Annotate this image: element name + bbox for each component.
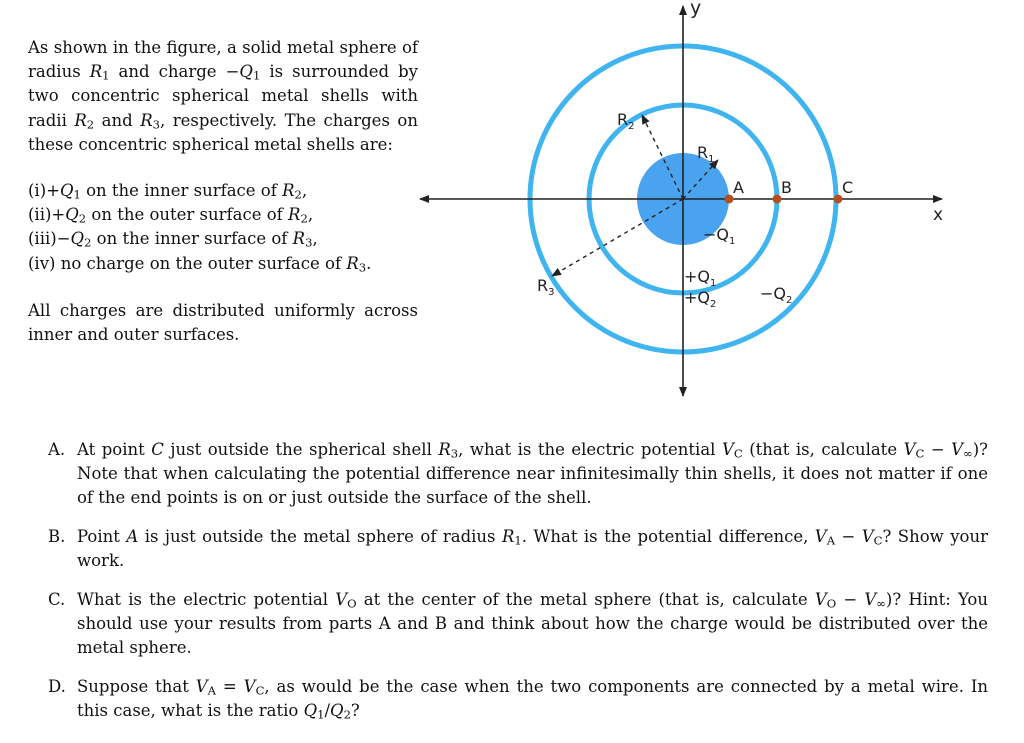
- text-run: /: [324, 701, 331, 720]
- math-subscript: O: [347, 596, 357, 611]
- text-run: just outside the spherical shell: [163, 440, 439, 459]
- question-c: [48, 588, 988, 660]
- text-run: )? Hint: You should use your results from parts A and B and think about how the charge would be distributed over the metal sphere.: [77, 590, 988, 657]
- intro-closing: All charges are distributed uniformly across inner and outer surfaces.: [28, 300, 418, 345]
- text-run: , as would be the case when the two components are connected by a metal wire. In this case, what is the ratio: [77, 677, 988, 720]
- question-letter: C.: [48, 590, 66, 609]
- radius-r2-label: $R_2$: [617, 110, 635, 132]
- question-text: [77, 525, 988, 573]
- text-run: Point: [77, 527, 127, 546]
- charge-label-minus-q2: $-Q_2$: [760, 284, 793, 306]
- charge-item: $(ii)+Q_2$ on the outer surface of $R_2$,: [28, 205, 314, 226]
- math-symbol: V: [903, 440, 916, 459]
- math-symbol: Q: [330, 701, 344, 720]
- math-symbol: V: [243, 677, 256, 696]
- charge-item: $(iii)-Q_2$ on the inner surface of $R_3$,: [28, 229, 318, 250]
- question-letter: B.: [48, 527, 66, 546]
- math-subscript: A: [207, 683, 217, 698]
- math-subscript: C: [915, 446, 925, 461]
- math-subscript: C: [873, 533, 883, 548]
- math-subscript: 3: [450, 446, 459, 461]
- text-run: Suppose that: [77, 677, 196, 696]
- x-axis-label: x: [933, 205, 944, 225]
- math-symbol: V: [814, 590, 827, 609]
- text-run: at the center of the metal sphere (that is, calculate: [356, 590, 815, 609]
- concentric-shells-figure: [410, 0, 970, 400]
- math-subscript: ∞: [963, 446, 973, 461]
- question-text: [77, 438, 988, 510]
- text-run: ? Show your work.: [77, 527, 988, 570]
- math-subscript: A: [826, 533, 836, 548]
- text-run: −: [836, 590, 865, 609]
- text-run: −: [924, 440, 952, 459]
- question-letter: D.: [48, 677, 66, 696]
- math-symbol: R: [501, 527, 515, 546]
- y-axis-label: y: [690, 0, 702, 19]
- math-symbol: A: [126, 527, 139, 546]
- question-d: [48, 675, 988, 723]
- point-b-label: B: [781, 178, 792, 197]
- point-c-label: C: [842, 178, 854, 197]
- math-subscript: C: [255, 683, 265, 698]
- math-symbol: C: [151, 440, 164, 459]
- text-run: At point: [77, 440, 152, 459]
- math-symbol: R: [438, 440, 451, 459]
- math-subscript: O: [826, 596, 837, 611]
- charge-label-minus-q1: $-Q_1$: [703, 225, 736, 247]
- math-subscript: C: [733, 446, 743, 461]
- question-list: [48, 438, 988, 738]
- text-run: is just outside the metal sphere of radius: [138, 527, 502, 546]
- question-text: [77, 675, 988, 723]
- math-subscript: 1: [514, 533, 522, 548]
- point-a-label: A: [733, 178, 744, 197]
- math-symbol: V: [951, 440, 964, 459]
- text-run: ?: [350, 701, 360, 720]
- intro-paragraph: As shown in the figure, a solid metal sphere of radius $R_1$ and charge $-Q_1$ is surrounded by two concentric spherical metal shells with radii $R_2$ and $R_3$, respectively. The charges on these concentric spherical metal shells are:: [28, 38, 418, 154]
- radius-r3-label: $R_3$: [537, 276, 555, 298]
- math-subscript: 1: [317, 707, 325, 722]
- charge-label-plus-q2: $+Q_2$: [684, 288, 717, 310]
- text-run: −: [835, 527, 862, 546]
- charge-list: [28, 179, 418, 276]
- charge-item: $(i)+Q_1$ on the inner surface of $R_2$,: [28, 181, 308, 202]
- math-symbol: V: [721, 440, 734, 459]
- math-symbol: Q: [303, 701, 318, 720]
- math-symbol: V: [861, 527, 874, 546]
- question-a: [48, 438, 988, 510]
- text-run: )? Note that when calculating the potential difference near infinitesimally thin shells, it does not matter if one of the end points is on or just outside the surface of the shell.: [77, 440, 988, 507]
- math-symbol: V: [864, 590, 877, 609]
- math-subscript: ∞: [876, 596, 886, 611]
- text-run: =: [216, 677, 244, 696]
- text-run: What is the electric potential: [77, 590, 336, 609]
- math-symbol: V: [195, 677, 208, 696]
- charge-label-plus-q1: $+Q_1$: [684, 267, 717, 289]
- math-symbol: V: [335, 590, 348, 609]
- radius-r1-label: $R_1$: [697, 143, 715, 165]
- charge-item: (iv) no charge on the outer surface of $R_3$.: [28, 253, 372, 275]
- math-symbol: V: [814, 527, 827, 546]
- math-subscript: 2: [343, 707, 351, 722]
- problem-intro: [28, 36, 418, 347]
- text-run: (that is, calculate: [742, 440, 904, 459]
- text-run: . What is the potential difference,: [521, 527, 815, 546]
- question-letter: A.: [48, 440, 66, 459]
- question-b: [48, 525, 988, 573]
- question-text: [77, 588, 988, 660]
- text-run: , what is the electric potential: [458, 440, 722, 459]
